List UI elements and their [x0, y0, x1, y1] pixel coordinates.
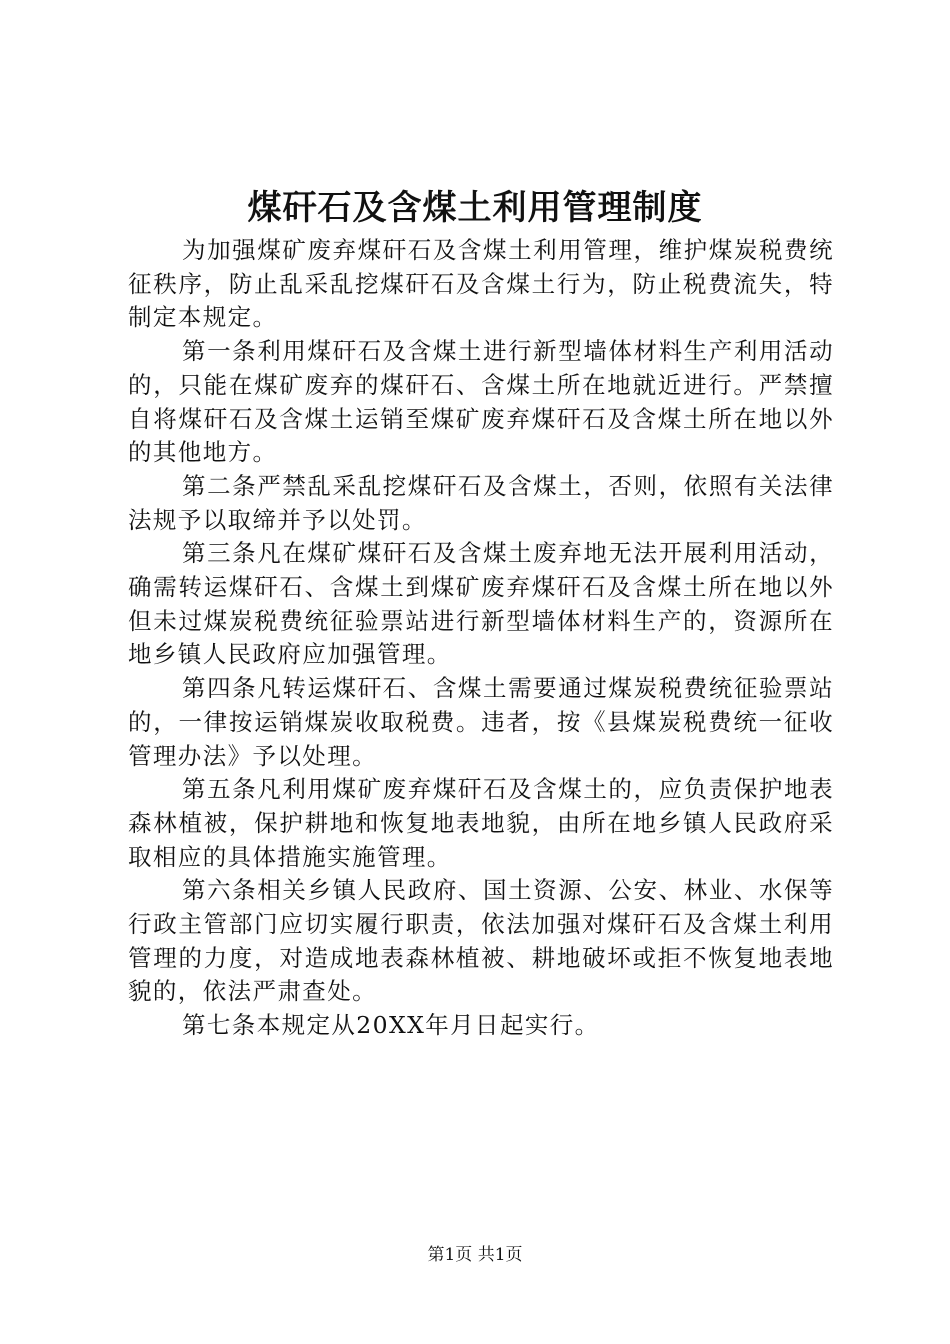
document-title: 煤矸石及含煤土利用管理制度 — [247, 188, 703, 228]
paragraph-article-3: 第三条凡在煤矿煤矸石及含煤土废弃地无法开展利用活动，确需转运煤矸石、含煤土到煤矿废弃煤矸石及含煤土所在地以外但未过煤炭税费统征验票站进行新型墙体材料生产的，资源所在地乡镇人民政府应加强管理。 — [128, 539, 834, 669]
paragraph-article-5: 第五条凡利用煤矿废弃煤矸石及含煤土的，应负责保护地表森林植被，保护耕地和恢复地表地貌，由所在地乡镇人民政府采取相应的具体措施实施管理。 — [128, 775, 834, 871]
paragraph-article-4: 第四条凡转运煤矸石、含煤土需要通过煤炭税费统征验票站的，一律按运销煤炭收取税费。违者，按《县煤炭税费统一征收管理办法》予以处理。 — [128, 674, 834, 770]
paragraph-article-6: 第六条相关乡镇人民政府、国土资源、公安、林业、水保等行政主管部门应切实履行职责，依法加强对煤矸石及含煤土利用管理的力度，对造成地表森林植被、耕地破坏或拒不恢复地表地貌的，依法严肃查处。 — [128, 876, 834, 1006]
page-number-footer: 第1页 共1页 — [427, 1245, 523, 1265]
paragraph-article-7: 第七条本规定从20XX年月日起实行。 — [182, 1011, 600, 1040]
paragraph-intro: 为加强煤矿废弃煤矸石及含煤土利用管理，维护煤炭税费统征秩序，防止乱采乱挖煤矸石及含煤土行为，防止税费流失，特制定本规定。 — [128, 236, 834, 332]
document-body — [128, 234, 834, 1043]
paragraph-article-2: 第二条严禁乱采乱挖煤矸石及含煤土，否则，依照有关法律法规予以取缔并予以处罚。 — [128, 471, 834, 534]
paragraph-article-1: 第一条利用煤矸石及含煤土进行新型墙体材料生产利用活动的，只能在煤矿废弃的煤矸石、含煤土所在地就近进行。严禁擅自将煤矸石及含煤土运销至煤矿废弃煤矸石及含煤土所在地以外的其他地方。 — [128, 337, 834, 467]
